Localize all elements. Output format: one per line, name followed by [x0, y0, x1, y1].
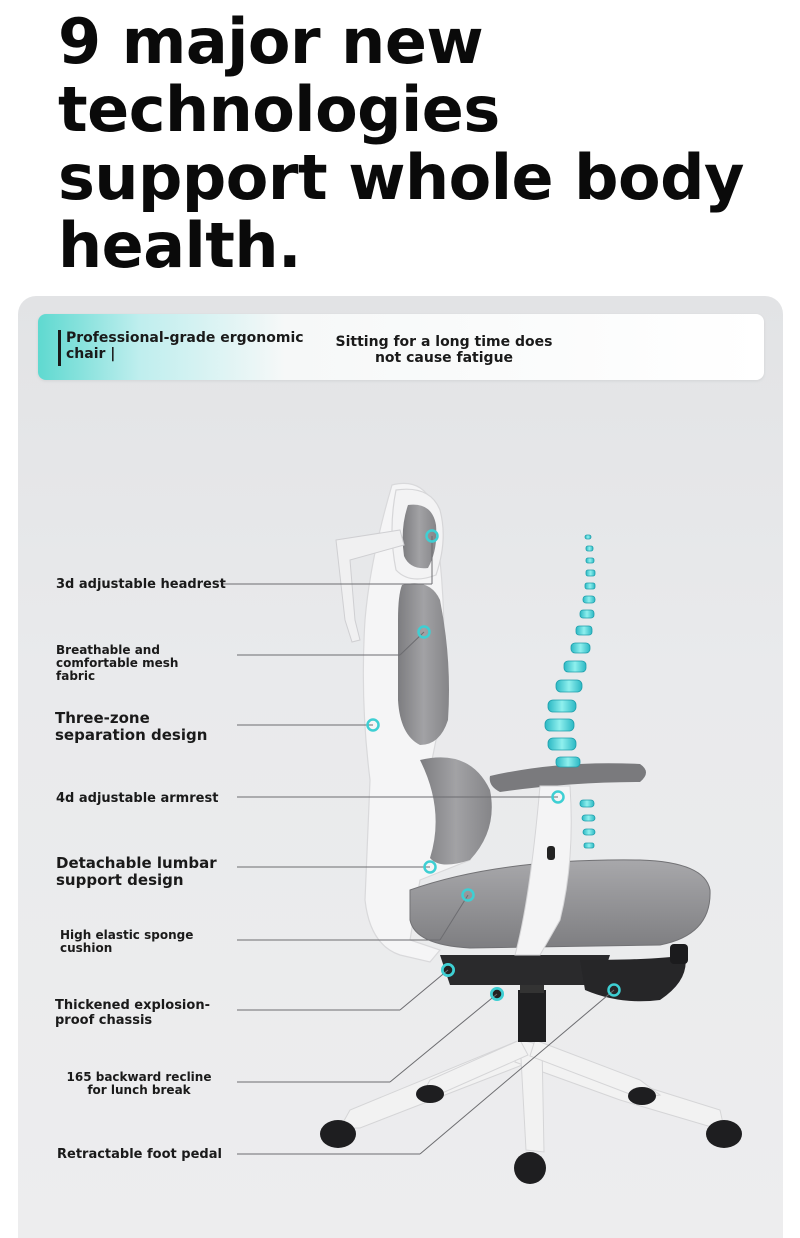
feature-label-headrest: 3d adjustable headrest: [56, 577, 226, 592]
feature-label-armrest: 4d adjustable armrest: [56, 791, 219, 806]
back-mesh: [398, 583, 449, 745]
banner-left-text: Professional-grade ergonomic chair |: [66, 330, 304, 362]
foot-pedal: [580, 955, 686, 1001]
feature-label-foot-pedal: Retractable foot pedal: [57, 1147, 222, 1162]
feature-label-three-zone: Three-zone separation design: [55, 709, 208, 744]
banner-right-text: Sitting for a long time does not cause fatigue: [335, 334, 553, 366]
chair-base: [340, 1040, 724, 1152]
feature-label-recline: 165 backward recline for lunch break: [66, 1070, 212, 1097]
feature-label-cushion: High elastic sponge cushion: [60, 928, 194, 955]
gas-cylinder: [518, 990, 546, 1042]
feature-label-lumbar: Detachable lumbar support design: [56, 854, 217, 889]
feature-label-chassis: Thickened explosion-proof chassis: [55, 998, 210, 1028]
headline: 9 major new technologies support whole body health.: [58, 5, 744, 282]
feature-label-mesh: Breathable and comfortable mesh fabric: [56, 643, 179, 683]
